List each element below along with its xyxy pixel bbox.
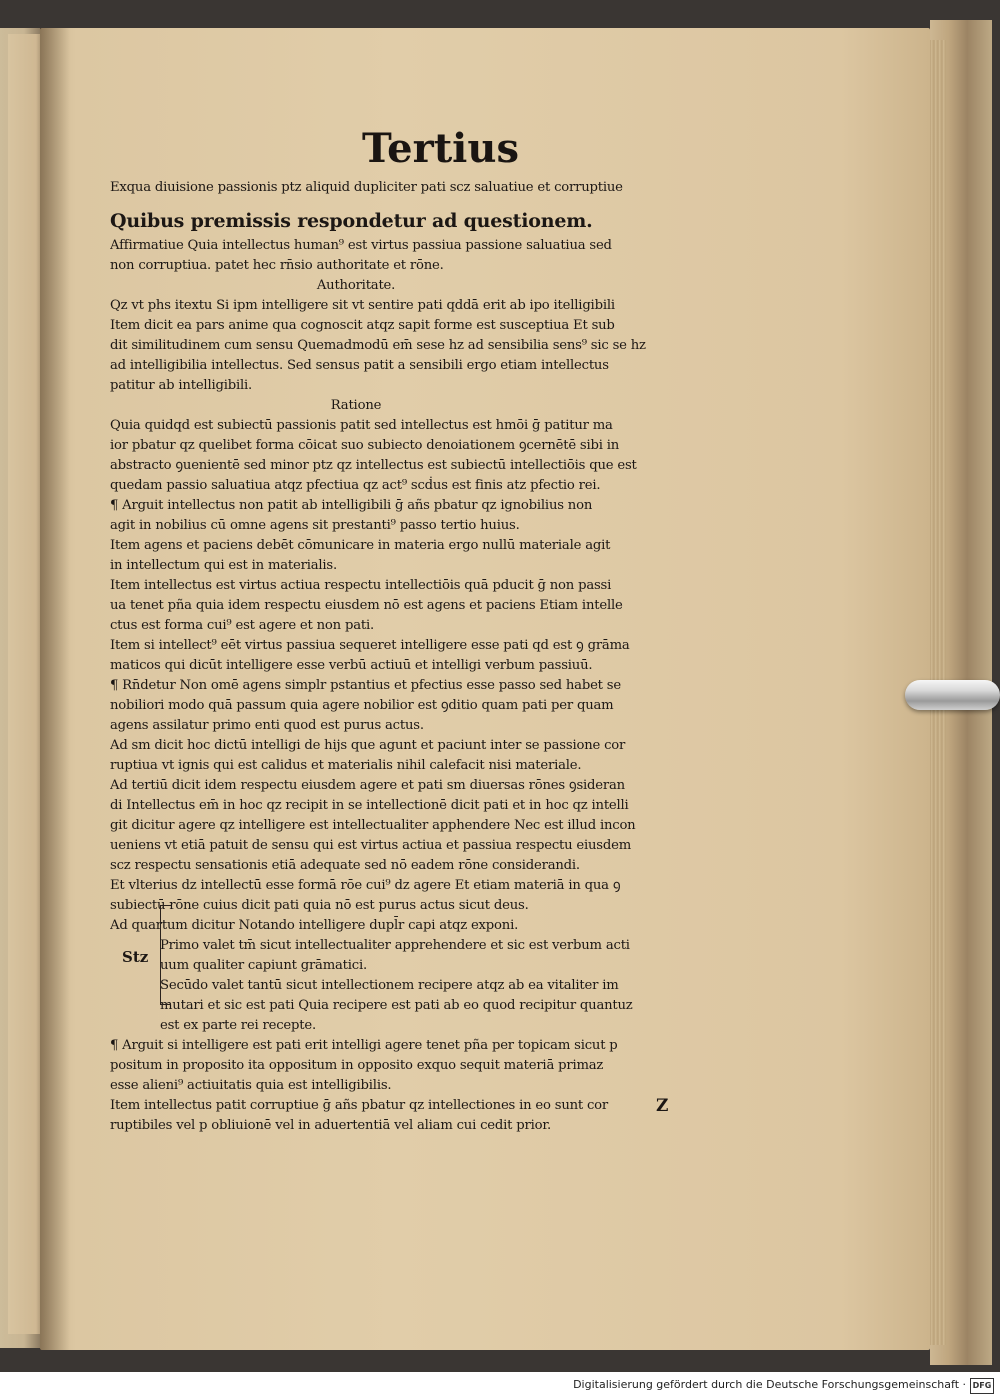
gutter-shadow bbox=[40, 28, 70, 1350]
text-line: Ad quartum dicitur Notando intelligere dupl̄r capi atqz exponi. bbox=[110, 918, 519, 933]
text-line: quedam passio saluatiua atqz pfectiua qz act⁹ scḋus est finis atz pfectio rei. bbox=[110, 478, 601, 493]
text-line: git dicitur agere qz intelligere est intellectualiter apphendere Nec est illud incon bbox=[110, 818, 636, 833]
text-line: Et vlterius dz intellectū esse formā rōe cui⁹ dz agere Et etiam materiā in qua ꝯ bbox=[110, 878, 621, 893]
text-line: ruptiua vt ignis qui est calidus et materialis nihil calefacit nisi materiale. bbox=[110, 758, 582, 773]
bracket-line: mutari et sic est pati Quia recipere est pati ab eo quod recipitur quantuz bbox=[160, 998, 633, 1013]
text-line: ¶ Rn̄detur Non omē agens simplr pstantius et pfectius esse passo sed habet se bbox=[110, 678, 621, 693]
text-line: ad intelligibilia intellectus. Sed sensus patit a sensibili ergo etiam intellectus bbox=[110, 358, 609, 373]
text-line: dit similitudinem cum sensu Quemadmodū em̄ sese hz ad sensibilia sens⁹ sic se hz bbox=[110, 338, 646, 353]
text-line: Item agens et paciens debēt cōmunicare in materia ergo nullū materiale agit bbox=[110, 538, 611, 553]
text-line: non corruptiua. patet hec rn̄sio authoritate et rōne. bbox=[110, 258, 444, 273]
text-line: ruptibiles vel p obliuionē vel in aduertentiā vel aliam cui cedit prior. bbox=[110, 1118, 551, 1133]
text-line: in intellectum qui est in materialis. bbox=[110, 558, 337, 573]
text-line: patitur ab intelligibili. bbox=[110, 378, 253, 393]
text-line: Ad sm dicit hoc dictū intelligi de hijs que agunt et paciunt inter se passione cor bbox=[110, 738, 626, 753]
bracket-line: est ex parte rei recepte. bbox=[160, 1018, 316, 1033]
text-line: Quibus premissis respondetur ad questionem. bbox=[110, 210, 593, 232]
dfg-logo-icon: DFG bbox=[970, 1378, 994, 1394]
text-line: Affirmatiue Quia intellectus human⁹ est virtus passiua passione saluatiua sed bbox=[110, 238, 612, 253]
text-line: Authoritate. bbox=[316, 278, 396, 293]
text-line: ua tenet pña quia idem respectu eiusdem nō est agens et paciens Etiam intelle bbox=[110, 598, 623, 613]
text-line: ctus est forma cui⁹ est agere et non pati. bbox=[110, 618, 374, 633]
text-line: ¶ Arguit intellectus non patit ab intelligibili ḡ añs pbatur qz ignobilius non bbox=[110, 498, 593, 513]
text-line: Ratione bbox=[330, 398, 382, 413]
text-line: ior pbatur qz quelibet forma cōicat suo subiecto denoiationem ꝯcernētē sibi in bbox=[110, 438, 620, 453]
text-line: ¶ Arguit si intelligere est pati erit intelligi agere tenet pña per topicam sicut p bbox=[110, 1038, 618, 1053]
text-line: Exqua diuisione passionis ptz aliquid dupliciter pati scz saluatiue et corruptiue bbox=[110, 180, 623, 195]
text-line: Ad tertiū dicit idem respectu eiusdem agere et pati sm diuersas rōnes ꝯsideran bbox=[110, 778, 625, 793]
text-line: agens assilatur primo enti quod est purus actus. bbox=[110, 718, 424, 733]
text-line: scz respectu sensationis etiā adequate sed nō eadem rōne considerandi. bbox=[110, 858, 580, 873]
bracket-label: Stz bbox=[122, 948, 149, 966]
text-line: Item intellectus patit corruptiue ḡ añs pbatur qz intellectiones in eo sunt cor bbox=[110, 1098, 609, 1113]
text-line: subiectū rōne cuius dicit pati quia nō est purus actus sicut deus. bbox=[110, 898, 529, 913]
text-line: Quia quidqd est subiectū passionis patit sed intellectus est hmōi ḡ patitur ma bbox=[110, 418, 613, 433]
text-line: di Intellectus em̄ in hoc qz recipit in se intellectionē dicit pati et in hoc qz intelli bbox=[110, 798, 629, 813]
text-line: abstracto ꝯuenientē sed minor ptz qz intellectus est subiectū intellectiōis que est bbox=[110, 458, 637, 473]
footer-bar bbox=[0, 1372, 1000, 1398]
page-heading: Tertius bbox=[362, 125, 519, 172]
text-line: nobiliori modo quā passum quia agere nobilior est ꝯditio quam pati per quam bbox=[110, 698, 614, 713]
brace-bracket bbox=[160, 905, 171, 1005]
bracket-line: Secūdo valet tantū sicut intellectionem recipere atqz ab ea vitaliter im bbox=[160, 978, 619, 993]
bracket-line: uum qualiter capiunt grāmatici. bbox=[160, 958, 367, 973]
text-line: agit in nobilius cū omne agens sit prestanti⁹ passo tertio huius. bbox=[110, 518, 520, 533]
text-line: esse alieni⁹ actiuitatis quia est intelligibilis. bbox=[110, 1078, 392, 1093]
glass-rod bbox=[905, 680, 1000, 710]
text-line: Item si intellect⁹ eēt virtus passiua sequeret intelligere esse pati qd est ꝯ grāma bbox=[110, 638, 630, 653]
text-line: Item dicit ea pars anime qua cognoscit atqz sapit forme est susceptiua Et sub bbox=[110, 318, 615, 333]
body-text bbox=[110, 178, 742, 1136]
text-line: Item intellectus est virtus actiua respectu intellectiōis quā pducit ḡ non passi bbox=[110, 578, 612, 593]
text-line: Qz vt phs itextu Si ipm intelligere sit vt sentire pati qddā erit ab ipo itelligibili bbox=[110, 298, 615, 313]
bracket-line: Primo valet tm̄ sicut intellectualiter apprehendere et sic est verbum acti bbox=[160, 938, 630, 953]
footer-credit: Digitalisierung gefördert durch die Deutsche Forschungsgemeinschaft · bbox=[573, 1378, 966, 1391]
signature-mark: Z bbox=[656, 1096, 669, 1116]
text-line: positum in proposito ita oppositum in opposito exquo sequit materiā primaz bbox=[110, 1058, 604, 1073]
text-line: ueniens vt etiā patuit de sensu qui est virtus actiua et passiua respectu eiusdem bbox=[110, 838, 632, 853]
text-line: maticos qui dicūt intelligere esse verbū actiuū et intelligi verbum passiuū. bbox=[110, 658, 593, 673]
